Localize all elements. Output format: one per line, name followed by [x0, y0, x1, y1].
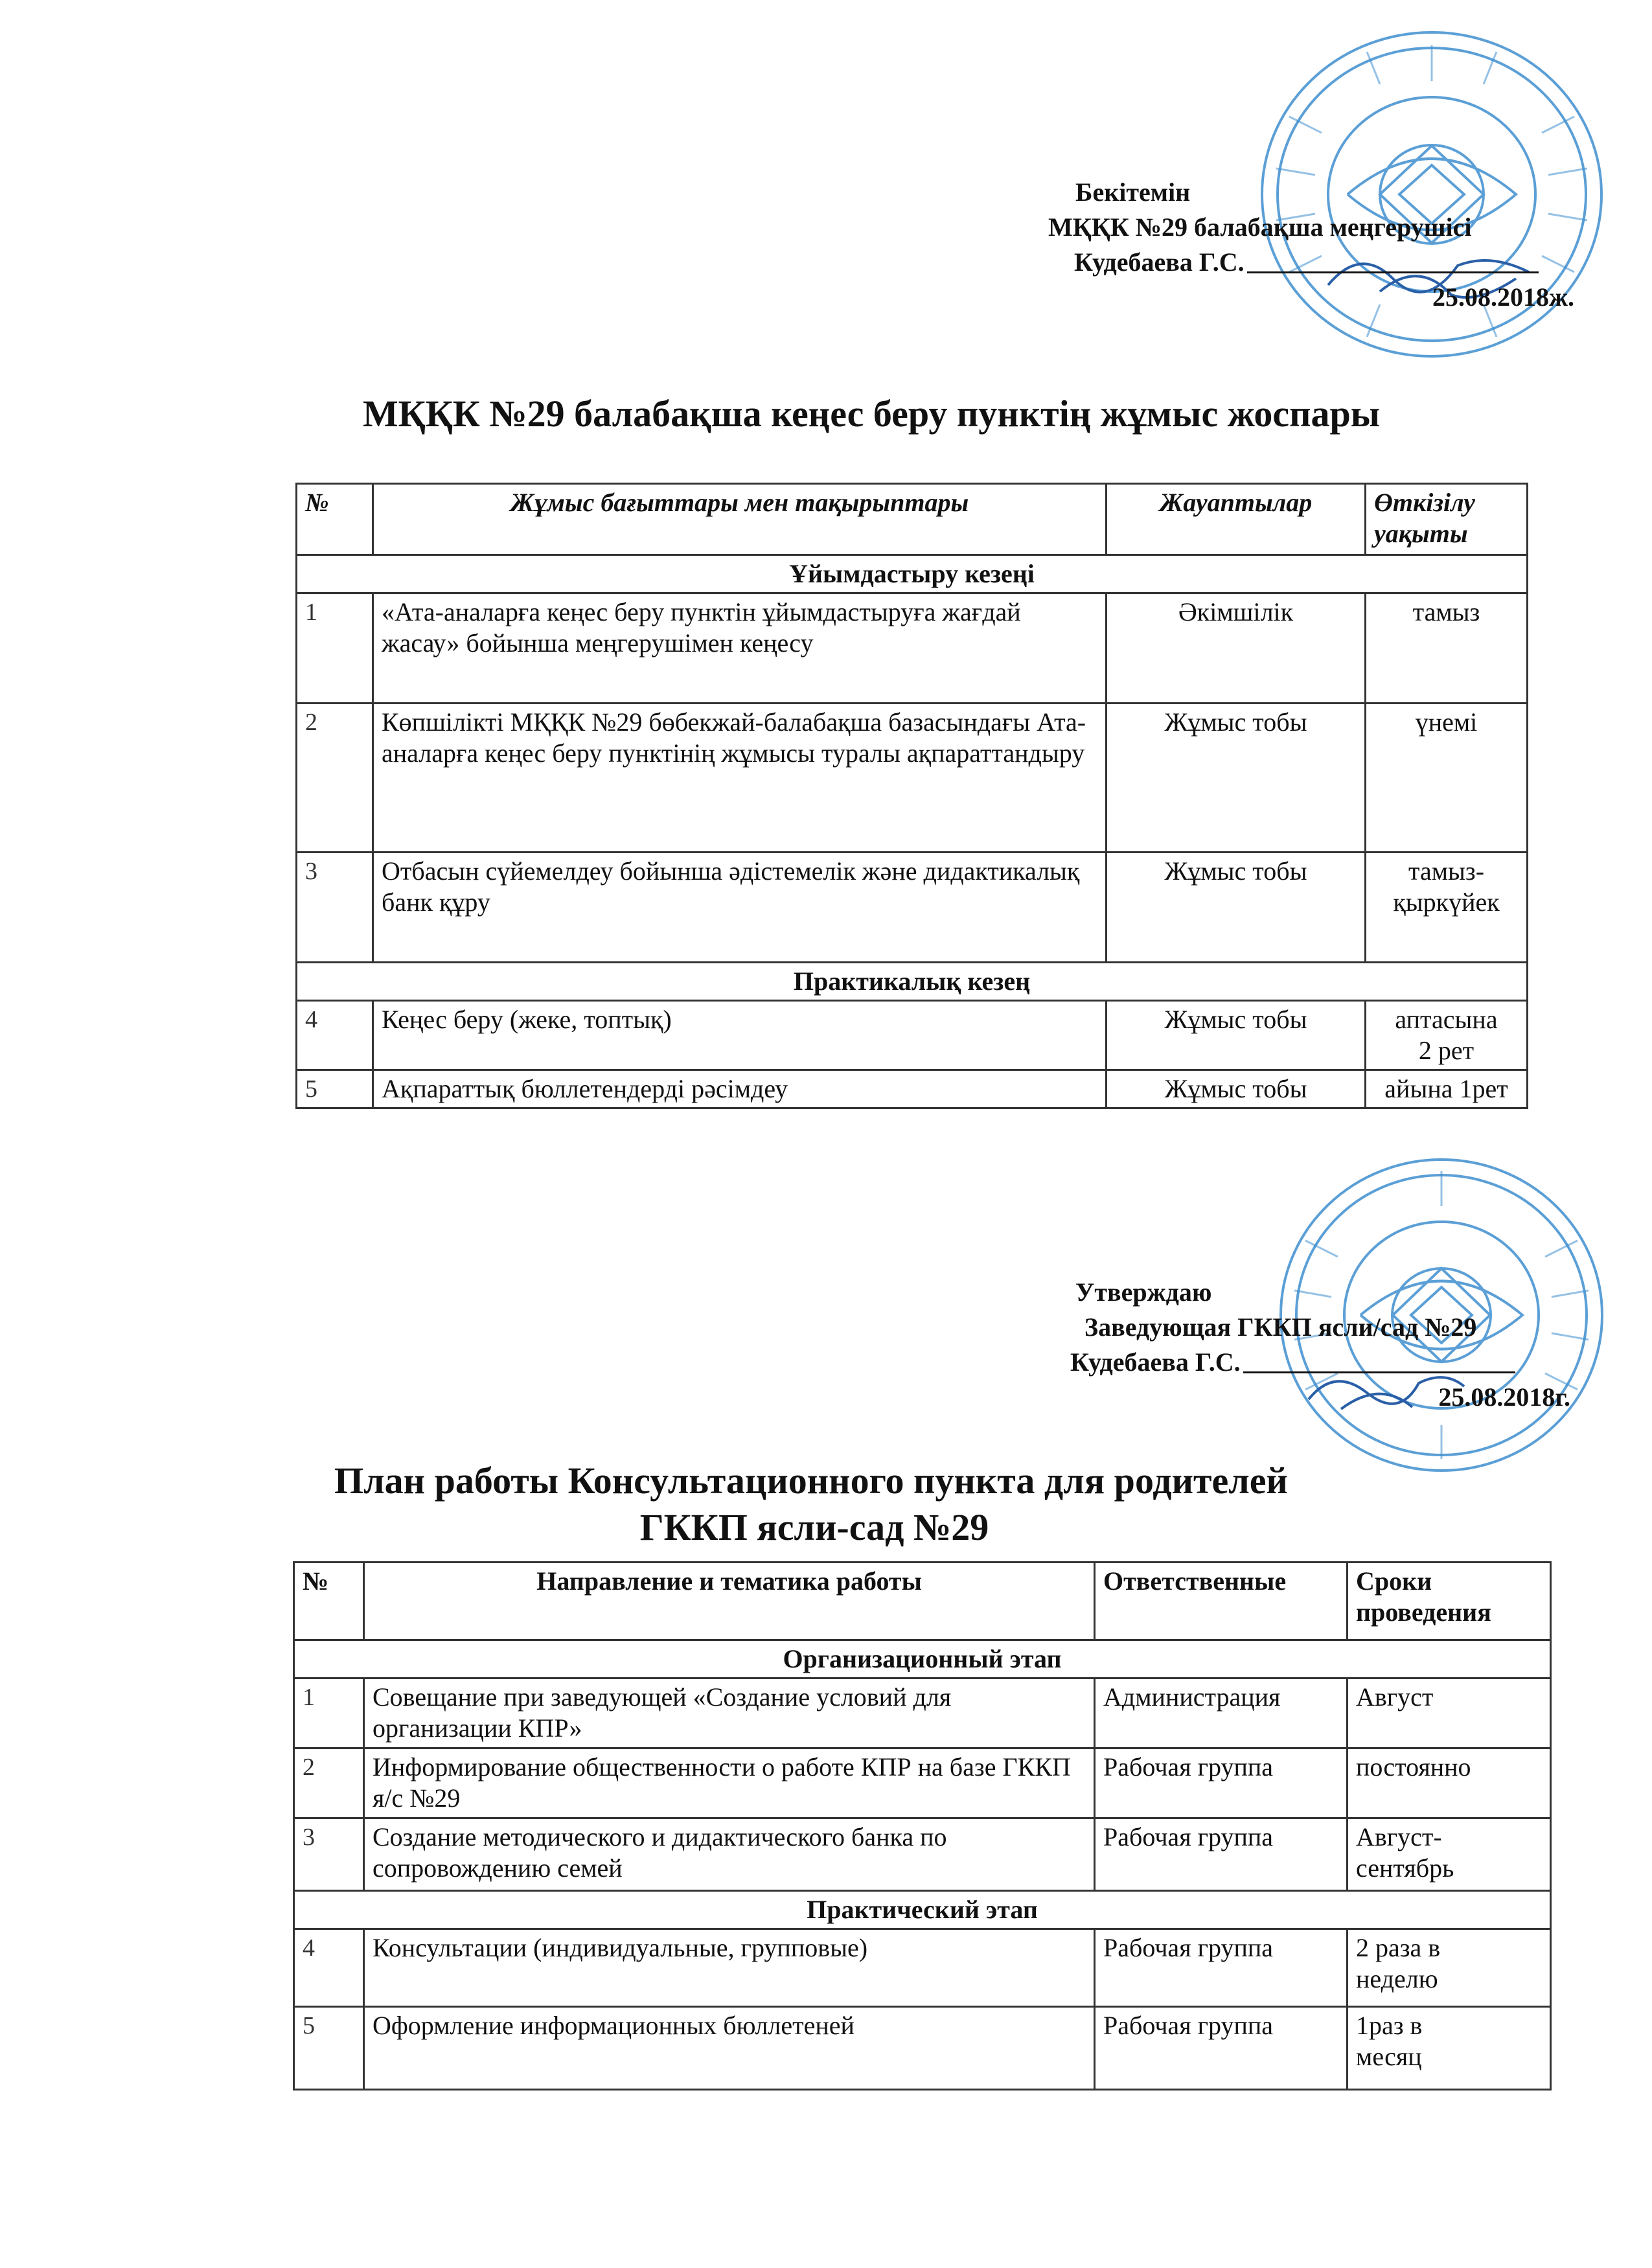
- ru-stage-organizational: Организационный этап: [294, 1640, 1551, 1678]
- table-row: [294, 1929, 1551, 2007]
- kz-approval-position: МҚҚК №29 балабақша меңгерушісі: [1048, 212, 1472, 242]
- ru-approval-name: Кудебаева Г.С.: [1070, 1347, 1241, 1377]
- row-number: 4: [297, 1001, 373, 1070]
- row-number: 2: [294, 1748, 364, 1818]
- kz-stage-practical: Практикалық кезең: [297, 963, 1528, 1001]
- row-number: 2: [297, 704, 373, 853]
- ru-title-line-2: ГККП ясли-сад №29: [639, 1506, 989, 1548]
- row-time: аптасына 2 рет: [1366, 1001, 1528, 1070]
- row-responsible: Рабочая группа: [1095, 2007, 1348, 2090]
- row-responsible: Рабочая группа: [1095, 1748, 1348, 1818]
- row-time: Август-сентябрь: [1348, 1818, 1551, 1891]
- row-responsible: Жұмыс тобы: [1107, 704, 1366, 853]
- ru-title-line-1: План работы Консультационного пункта для родителей: [334, 1460, 1288, 1502]
- kz-table-header: [297, 484, 1528, 555]
- row-time: Август: [1348, 1678, 1551, 1748]
- row-time: тамыз: [1366, 593, 1528, 704]
- row-topic: «Ата-аналарға кеңес беру пунктін ұйымдастыруға жағдай жасау» бойынша меңгерушімен кеңесу: [373, 593, 1107, 704]
- ru-table-header: [294, 1563, 1551, 1640]
- table-row: [294, 1748, 1551, 1818]
- table-row: [294, 2007, 1551, 2090]
- row-responsible: Рабочая группа: [1095, 1818, 1348, 1891]
- ru-header-time: Сроки проведения: [1348, 1563, 1551, 1640]
- row-time: айына 1рет: [1366, 1070, 1528, 1108]
- kz-signature-line: [1247, 271, 1539, 273]
- row-responsible: Жұмыс тобы: [1107, 1001, 1366, 1070]
- table-row: [294, 1818, 1551, 1891]
- kz-header-topic: Жұмыс бағыттары мен тақырыптары: [373, 484, 1107, 555]
- ru-page-title: [0, 1458, 1652, 1551]
- row-time: үнемі: [1366, 704, 1528, 853]
- row-number: 1: [297, 593, 373, 704]
- kz-stage-row: [297, 555, 1528, 593]
- ru-stage-practical: Практический этап: [294, 1891, 1551, 1929]
- row-number: 5: [294, 2007, 364, 2090]
- row-topic: Информирование общественности о работе КПР на базе ГККП я/с №29: [364, 1748, 1095, 1818]
- row-topic: Кеңес беру (жеке, топтық): [373, 1001, 1107, 1070]
- row-topic: Ақпараттық бюллетендерді рәсімдеу: [373, 1070, 1107, 1108]
- row-number: 4: [294, 1929, 364, 2007]
- table-row: [297, 1070, 1528, 1108]
- row-topic: Оформление информационных бюллетеней: [364, 2007, 1095, 2090]
- kz-approval-word: Бекітемін: [1075, 178, 1191, 207]
- ru-signature-line: [1243, 1371, 1515, 1373]
- kz-header-num: №: [297, 484, 373, 555]
- row-number: 3: [294, 1818, 364, 1891]
- table-row: [297, 704, 1528, 853]
- ru-approval-word: Утверждаю: [1075, 1277, 1212, 1307]
- row-number: 3: [297, 853, 373, 963]
- ru-approval-name-line: [1070, 1345, 1620, 1380]
- kz-stage-organizational: Ұйымдастыру кезеңі: [297, 555, 1528, 593]
- ru-plan-table: [293, 1561, 1552, 2090]
- ru-approval-block: [1062, 1275, 1620, 1415]
- row-time: 1раз в месяц: [1348, 2007, 1551, 2090]
- row-responsible: Жұмыс тобы: [1107, 1070, 1366, 1108]
- row-topic: Отбасын сүйемелдеу бойынша әдістемелік және дидактикалық банк құру: [373, 853, 1107, 963]
- kz-header-time: Өткізілу уақыты: [1366, 484, 1528, 555]
- ru-approval-position: Заведующая ГККП ясли/сад №29: [1084, 1312, 1477, 1342]
- table-row: [297, 853, 1528, 963]
- row-time: постоянно: [1348, 1748, 1551, 1818]
- kz-page-title: МҚҚК №29 балабақша кеңес беру пунктің жұмыс жоспары: [362, 393, 1381, 435]
- kz-header-responsible: Жауаптылар: [1107, 484, 1366, 555]
- kz-stage-row: [297, 963, 1528, 1001]
- row-topic: Совещание при заведующей «Создание условий для организации КПР»: [364, 1678, 1095, 1748]
- row-time: тамыз-қыркүйек: [1366, 853, 1528, 963]
- row-topic: Создание методического и дидактического банка по сопровождению семей: [364, 1818, 1095, 1891]
- row-topic: Консультации (индивидуальные, групповые): [364, 1929, 1095, 2007]
- table-row: [297, 1001, 1528, 1070]
- ru-header-responsible: Ответственные: [1095, 1563, 1348, 1640]
- ru-header-num: №: [294, 1563, 364, 1640]
- ru-approval-date: 25.08.2018г.: [1438, 1382, 1570, 1412]
- row-number: 1: [294, 1678, 364, 1748]
- row-number: 5: [297, 1070, 373, 1108]
- row-time: 2 раза в неделю: [1348, 1929, 1551, 2007]
- row-responsible: Администрация: [1095, 1678, 1348, 1748]
- ru-header-topic: Направление и тематика работы: [364, 1563, 1095, 1640]
- table-row: [294, 1678, 1551, 1748]
- ru-stage-row: [294, 1891, 1551, 1929]
- kz-approval-date: 25.08.2018ж.: [1432, 282, 1574, 312]
- kz-approval-block: [1030, 175, 1613, 315]
- kz-approval-name-line: [1074, 245, 1613, 280]
- kz-approval-name: Кудебаева Г.С.: [1074, 247, 1245, 277]
- ru-stage-row: [294, 1640, 1551, 1678]
- row-responsible: Әкімшілік: [1107, 593, 1366, 704]
- table-row: [297, 593, 1528, 704]
- row-responsible: Жұмыс тобы: [1107, 853, 1366, 963]
- row-topic: Көпшілікті МҚҚК №29 бөбекжай-балабақша базасындағы Ата-аналарға кеңес беру пунктінің жұмысы туралы ақпараттандыру: [373, 704, 1107, 853]
- row-responsible: Рабочая группа: [1095, 1929, 1348, 2007]
- kz-plan-table: [295, 483, 1528, 1109]
